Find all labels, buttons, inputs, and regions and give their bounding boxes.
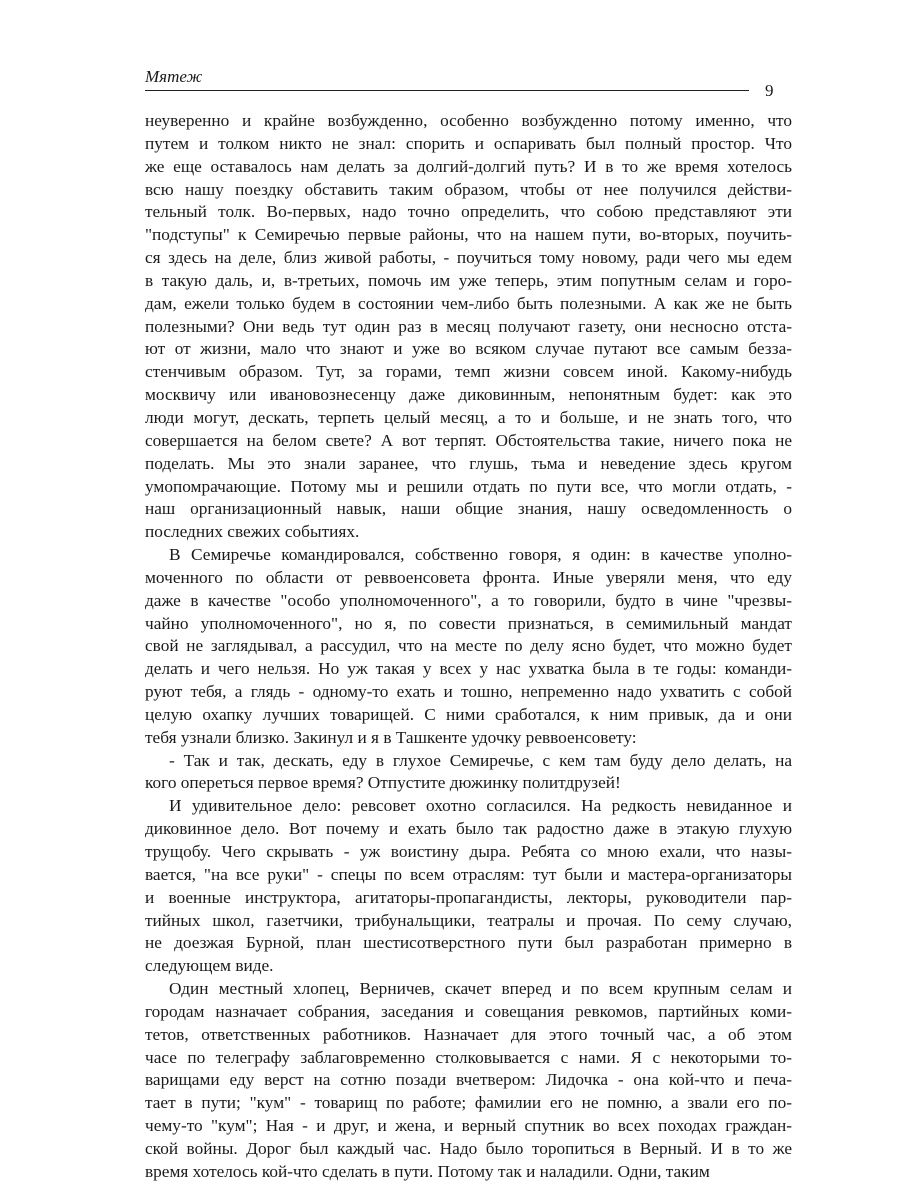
text-line: москвичу или ивановознесенцу даже диковинным, непонятным будет: как это xyxy=(145,385,792,405)
running-header xyxy=(145,66,749,91)
text-line: ской войны. Дорог был каждый час. Надо было торопиться в Верный. И в то же xyxy=(145,1138,792,1158)
text-line: тает в пути; "кум" - товарищ по работе; фамилии его не помню, а звали его по- xyxy=(145,1093,792,1113)
text-line: ся здесь на деле, близ живой работы, - поучиться тому новому, ради чего мы едем xyxy=(145,248,792,268)
text-line: моченного по области от реввоенсовета фронта. Иные уверяли меня, что еду xyxy=(145,567,792,587)
paragraph xyxy=(145,544,792,750)
chapter-title: Мятеж xyxy=(145,67,203,86)
paragraph xyxy=(145,795,792,978)
text-line: тетов, ответственных работников. Назначает для этого точный час, а об этом xyxy=(145,1024,792,1044)
text-line: время хотелось кой-что сделать в пути. Потому так и наладили. Одни, таким xyxy=(145,1161,710,1181)
text-line: полезными? Они ведь тут один раз в месяц получают газету, они несносно отста- xyxy=(145,316,792,336)
text-line: путем и толком никто не знал: спорить и оспаривать был полный простор. Что xyxy=(145,133,792,153)
text-line: И удивительное дело: ревсовет охотно согласился. На редкость невиданное и xyxy=(169,796,792,816)
text-line: - Так и так, дескать, еду в глухое Семиречье, с кем там буду дело делать, на xyxy=(169,750,792,770)
text-line: кого опереться первое время? Отпустите дюжинку политдрузей! xyxy=(145,773,621,793)
text-line: дам, ежели только будем в состоянии чем-либо быть полезными. А как же не быть xyxy=(145,293,792,313)
text-line: даже в качестве "особо уполномоченного", а то говорили, будто в чине "чрезвы- xyxy=(145,590,792,610)
text-line: тебя узнали близко. Закинул и я в Ташкенте удочку реввоенсовету: xyxy=(145,727,637,747)
text-line: наш организационный навык, наши общие знания, нашу осведомленность о xyxy=(145,499,792,519)
text-line: умопомрачающие. Потому мы и решили отдать по пути все, что могли отдать, - xyxy=(145,476,792,496)
text-line: не доезжая Бурной, план шестисотверстного пути был разработан примерно в xyxy=(145,933,792,953)
text-line: варищами еду верст на сотню позади вчетвером: Лидочка - она кой-что и печа- xyxy=(145,1070,792,1090)
text-line: совершается на белом свете? А вот терпят. Обстоятельства такие, ничего пока не xyxy=(145,430,792,450)
text-line: следующем виде. xyxy=(145,956,274,976)
text-line: в такую даль, и, в-третьих, помочь им уже теперь, этим попутным селам и горо- xyxy=(145,270,792,290)
text-line: целую охапку лучших товарищей. С ними сработался, к ним привык, да и они xyxy=(145,704,792,724)
paragraph xyxy=(145,110,792,544)
text-line: стенчивым образом. Тут, за горами, темп жизни совсем иной. Какому-нибудь xyxy=(145,362,792,382)
text-line: трущобу. Чего скрывать - уж воистину дыра. Ребята со мною ехали, что назы- xyxy=(145,842,792,861)
text-line: чему-то "кум"; Ная - и друг, и жена, и верный спутник во всех походах граждан- xyxy=(145,1116,792,1136)
text-line: диковинное дело. Вот почему и ехать было так радостно даже в этакую глухую xyxy=(145,819,792,839)
text-line: поделать. Мы это знали заранее, что глушь, тьма и неведение здесь кругом xyxy=(145,453,792,473)
text-line: и военные инструктора, агитаторы-пропагандисты, лекторы, руководители пар- xyxy=(145,887,792,907)
text-line: ют от жизни, мало что знают и уже во всяком случае путают все самым безза- xyxy=(145,339,792,359)
text-line: неуверенно и крайне возбужденно, особенно возбужденно потому именно, что xyxy=(145,111,792,130)
text-line: руют тебя, а глядь - одному-то ехать и тошно, непременно надо ухватить с собой xyxy=(145,682,792,702)
text-line: люди могут, дескать, терпеть целый месяц, а то и больше, и не знать того, что xyxy=(145,407,792,427)
text-line: последних свежих событиях. xyxy=(145,522,360,542)
text-line: "подступы" к Семиречью первые районы, что на нашем пути, во-вторых, поучить- xyxy=(145,225,792,245)
text-line: Один местный хлопец, Верничев, скачет вперед и по всем крупным селам и xyxy=(169,979,792,999)
text-line: тийных школ, газетчики, трибунальщики, театралы и прочая. По сему случаю, xyxy=(145,910,792,930)
text-line: тельный толк. Во-первых, надо точно определить, что собою представляют эти xyxy=(145,202,792,222)
text-line: вается, "на все руки" - спецы по всем отраслям: тут были и мастера-организаторы xyxy=(145,864,792,884)
body-text xyxy=(145,110,792,1184)
text-line: В Семиречье командировался, собственно говоря, я один: в качестве уполно- xyxy=(169,545,792,565)
paragraph xyxy=(145,750,792,796)
text-line: свой не заглядывал, а рассудил, что на месте по делу ясно будет, что можно будет xyxy=(145,636,792,656)
text-line: всю нашу поездку обставить таким образом, чтобы от нее получился действи- xyxy=(145,179,792,199)
text-line: часе по телеграфу заблаговременно столковывается с нами. Я с некоторыми то- xyxy=(145,1047,792,1067)
text-line: же еще оставалось нам делать за долгий-долгий путь? И в то же время хотелось xyxy=(145,156,792,176)
text-line: чайно уполномоченного", но я, по совести признаться, в семимильный мандат xyxy=(145,613,792,633)
paragraph xyxy=(145,978,792,1184)
text-line: делать и чего нельзя. Но уж такая у всех у нас ухватка была в те годы: команди- xyxy=(145,659,792,679)
page-number: 9 xyxy=(765,81,774,100)
text-line: городам назначает собрания, заседания и совещания ревкомов, партийных коми- xyxy=(145,1001,792,1021)
